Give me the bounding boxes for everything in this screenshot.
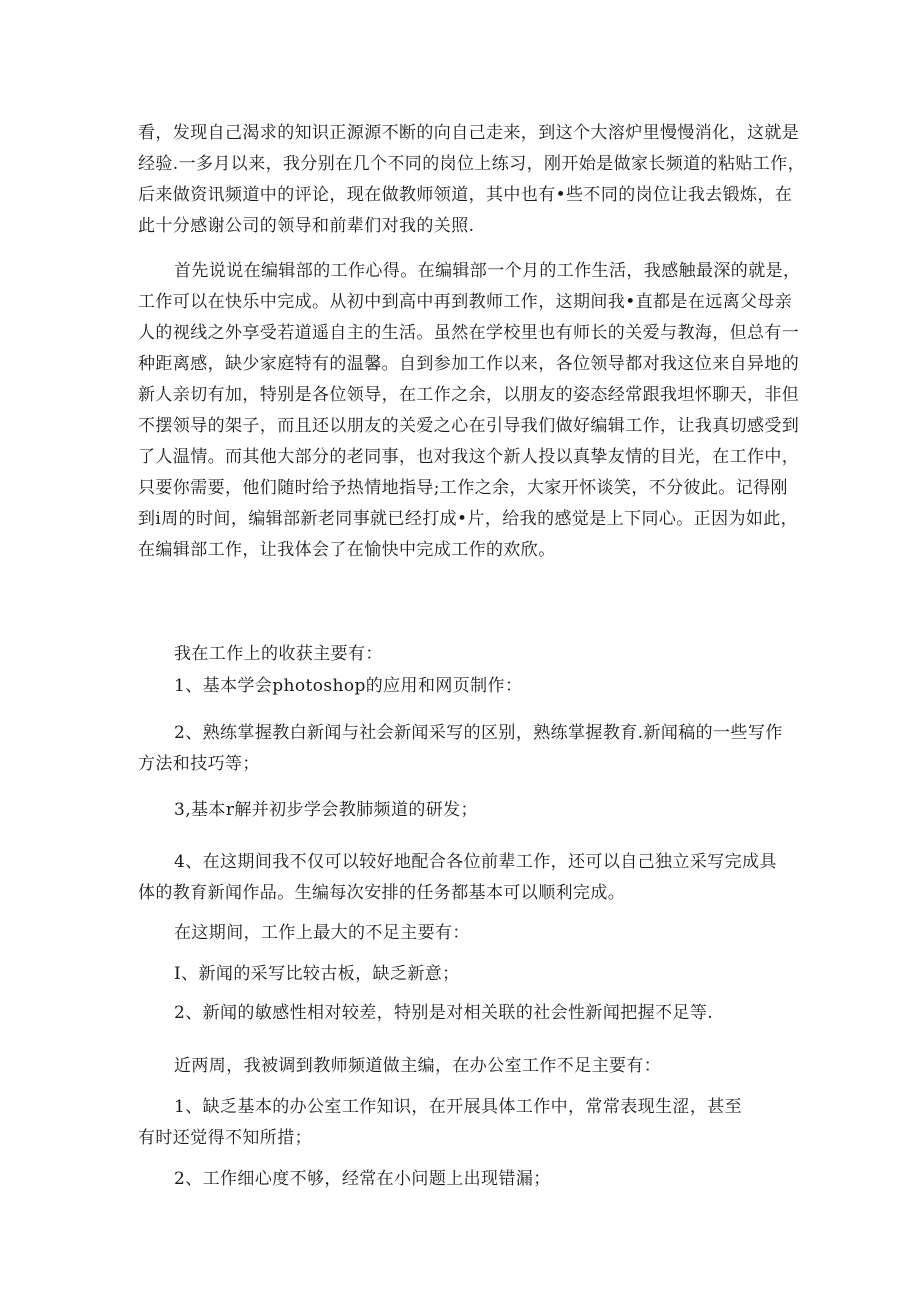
list-item-office-1 <box>138 1092 798 1154</box>
list-item-shortcoming-1 <box>138 959 798 990</box>
text-line: 人的视线之外享受若道遥自主的生活。虽然在学校里也有师长的关爱与教海，但总有一 <box>138 323 800 343</box>
text-line: 看，发现自己渴求的知识正源源不断的向自己走来，到这个大溶炉里慢慢消化，这就是 <box>138 123 800 143</box>
text-line: 到i周的时间，编辑部新老同事就已经打成•片，给我的感觉是上下同心。正因为如此， <box>138 509 799 529</box>
text-line: 在编辑部工作，让我体会了在愉快中完成工作的欢欣。 <box>138 540 556 560</box>
text-line: 1、缺乏基本的办公室工作知识，在开展具体工作中，常常表现生涩，甚至 <box>174 1097 743 1117</box>
list-item-gain-1 <box>138 671 798 702</box>
text-line: 在这期间，工作上最大的不足主要有： <box>174 923 470 943</box>
text-line: 体的教育新闻作品。生编每次安排的任务都基本可以顺利完成。 <box>138 883 626 903</box>
list-item-office-2 <box>138 1164 798 1195</box>
text-line: 工作可以在快乐中完成。从初中到高中再到教师工作，这期间我•直都是在远离父母亲 <box>138 292 793 312</box>
text-line: 后来做资讯频道中的评论，现在做教师领道，其中也有•些不同的岗位让我去锻炼，在 <box>138 185 793 205</box>
paragraph-intro-continued <box>138 118 806 242</box>
heading-shortcomings <box>138 918 798 949</box>
text-line: 首先说说在编辑部的工作心得。在编辑部一个月的工作生活，我感触最深的就是， <box>174 261 801 281</box>
text-line: 方法和技巧等； <box>138 754 260 774</box>
text-line: 2、工作细心度不够，经常在小问题上出现错漏； <box>174 1169 551 1189</box>
text-line: 我在工作上的收获主要有： <box>174 644 383 664</box>
text-line: 3,基本r解并初步学会教肺频道的研发； <box>174 800 478 820</box>
list-item-gain-4 <box>138 847 798 909</box>
text-line: 2、新闻的敏感性相对较差，特别是对相关联的社会性新闻把握不足等. <box>174 1003 714 1023</box>
heading-office-shortcomings <box>138 1051 798 1082</box>
list-item-gain-2 <box>138 718 798 780</box>
heading-gains <box>138 639 798 670</box>
text-line: 种距离感，缺少家庭特有的温馨。自到参加工作以来，各位领导都对我这位来自异地的 <box>138 354 800 374</box>
text-line: 了人温情。而其他大部分的老同事，也对我这个新人投以真挚友情的目光，在工作中， <box>138 447 800 467</box>
list-item-gain-3 <box>138 795 798 826</box>
text-line: 近两周，我被调到教师频道做主编，在办公室工作不足主要有： <box>174 1056 662 1076</box>
text-line: 1、基本学会photoshop的应用和网页制作： <box>174 676 523 696</box>
text-line: 2、熟练掌握教白新闻与社会新闻采写的区别，熟练掌握教育.新闻稿的一些写作 <box>174 723 783 743</box>
text-line: 经验.一多月以来，我分别在几个不同的岗位上练习，刚开始是做家长频道的粘贴工作， <box>138 154 806 174</box>
text-line: 此十分感谢公司的领导和前辈们对我的关照. <box>138 216 475 236</box>
text-line: 有时还觉得不知所措； <box>138 1128 312 1148</box>
text-line: 新人亲切有加，特别是各位领导，在工作之余，以朋友的姿态经常跟我坦怀聊天，非但 <box>138 385 800 405</box>
paragraph-editorial-experience <box>138 256 801 566</box>
text-line: I、新闻的采写比较古板，缺乏新意； <box>174 964 460 984</box>
text-line: 4、在这期间我不仅可以较好地配合各位前辈工作，还可以自己独立采写完成具 <box>174 852 777 872</box>
text-line: 不摆领导的架子，而且还以朋友的关爱之心在引导我们做好编辑工作，让我真切感受到 <box>138 416 800 436</box>
list-item-shortcoming-2 <box>138 998 798 1029</box>
text-line: 只要你需要，他们随时给予热情地指导;工作之余，大家开怀谈笑，不分彼此。记得刚 <box>138 478 788 498</box>
